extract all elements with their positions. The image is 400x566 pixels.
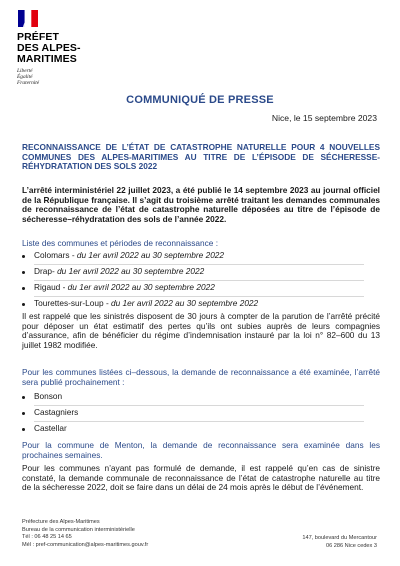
motto-fraternite: Fraternité (17, 80, 40, 86)
period: du 1er avril 2022 au 30 septembre 2022 (57, 266, 205, 276)
period: du 1er avril 2022 au 30 septembre 2022 (76, 250, 225, 260)
separator: - (103, 298, 112, 308)
list1-heading: Liste des communes et périodes de reconnaissance : (22, 238, 219, 248)
footer-bureau: Bureau de la communication interministérielle (22, 526, 135, 533)
list-item (34, 424, 380, 440)
commune-name: Tourettes-sur-Loup (34, 298, 104, 308)
marianne-flag-icon (18, 10, 38, 27)
pending-commune-list (34, 392, 380, 440)
prefet-line-1: PRÉFET (17, 31, 60, 43)
list-item (34, 283, 380, 299)
commune-name: Drap (34, 266, 52, 276)
headline: RECONNAISSANCE DE L’ÉTAT DE CATASTROPHE NATURELLE POUR 4 NOUVELLES COMMUNES DES ALPES-MARITIMES AU TITRE DE L’ÉPISODE DE SÉCHERESSE-RÉHYDRATATION DES SOLS 2022 (22, 142, 380, 171)
closing-paragraph: Pour les communes n’ayant pas formulé de demande, il est rappelé qu’en cas de sinistre constaté, la demande communale de reconnaissance de l’état de catastrophe naturelle au titre de la sécheresse 2022, doit se faire dans un délai de 24 mois après le début de l’événement. (22, 463, 380, 492)
commune-name: Rigaud (34, 282, 61, 292)
prefet-line-2: DES ALPES- (17, 42, 81, 54)
commune-name: Castagniers (34, 407, 79, 417)
footer-email[interactable]: Mél : pref-communication@alpes-maritimes.gouv.fr (22, 541, 149, 548)
list-item (34, 392, 380, 408)
prefet-line-3: MARITIMES (17, 53, 77, 65)
footer-phone: Tél : 06 48 25 14 65 (22, 534, 72, 541)
motto-liberte: Liberté (17, 68, 33, 74)
commune-name: Colomars (34, 250, 70, 260)
footer-address (302, 535, 377, 550)
reminder-paragraph: Il est rappelé que les sinistrés disposent de 30 jours à compter de la parution de l’arrêté précité pour déposer un état estimatif des pertes qu’ils ont subies auprès de leurs compagnies d’assurance, afin de bénéficier du régime d’indemnisation instauré par la loi n° 82–600 du 13 juillet 1982 modifiée. (22, 311, 380, 350)
period: du 1er avril 2022 au 30 septembre 2022 (67, 282, 215, 292)
footer-contact (22, 519, 148, 549)
footer-prefecture: Préfecture des Alpes-Maritimes (22, 519, 100, 525)
period: du 1er avril 2022 au 30 septembre 2022 (111, 298, 259, 308)
separator: - (60, 282, 68, 292)
menton-paragraph: Pour la commune de Menton, la demande de reconnaissance sera examinée dans les prochaines semaines. (22, 440, 380, 460)
commune-name: Castellar (34, 423, 67, 433)
separator: - (69, 250, 77, 260)
intro-paragraph: L’arrêté interministériel 22 juillet 2023, a été publié le 14 septembre 2023 au journal officiel de la République française. Il s’agit du troisième arrêté traitant les demandes communales de reconnaissance de l’état de catastrophe naturelle déposées au titre de l’épisode de sécheresse–réhydratation des sols de l’année 2022. (22, 185, 380, 224)
page-title: COMMUNIQUÉ DE PRESSE (126, 94, 274, 106)
divider (34, 264, 364, 265)
separator: - (51, 266, 58, 276)
motto-egalite: Égalité (17, 74, 33, 80)
divider (34, 296, 364, 297)
list-item (34, 408, 380, 424)
list2-heading: Pour les communes listées ci–dessous, la demande de reconnaissance a été examinée, l’arrêté sera publié prochainement : (22, 367, 380, 387)
footer-city: 06 286 Nice cedex 3 (326, 542, 377, 549)
divider (34, 280, 364, 281)
list-item (34, 267, 380, 283)
footer-street: 147, boulevard du Mercantour (302, 535, 377, 541)
commune-name: Bonson (34, 391, 63, 401)
press-date: Nice, le 15 septembre 2023 (271, 113, 377, 123)
commune-list (34, 251, 380, 315)
list-item (34, 251, 380, 267)
divider (34, 405, 364, 406)
divider (34, 421, 364, 422)
